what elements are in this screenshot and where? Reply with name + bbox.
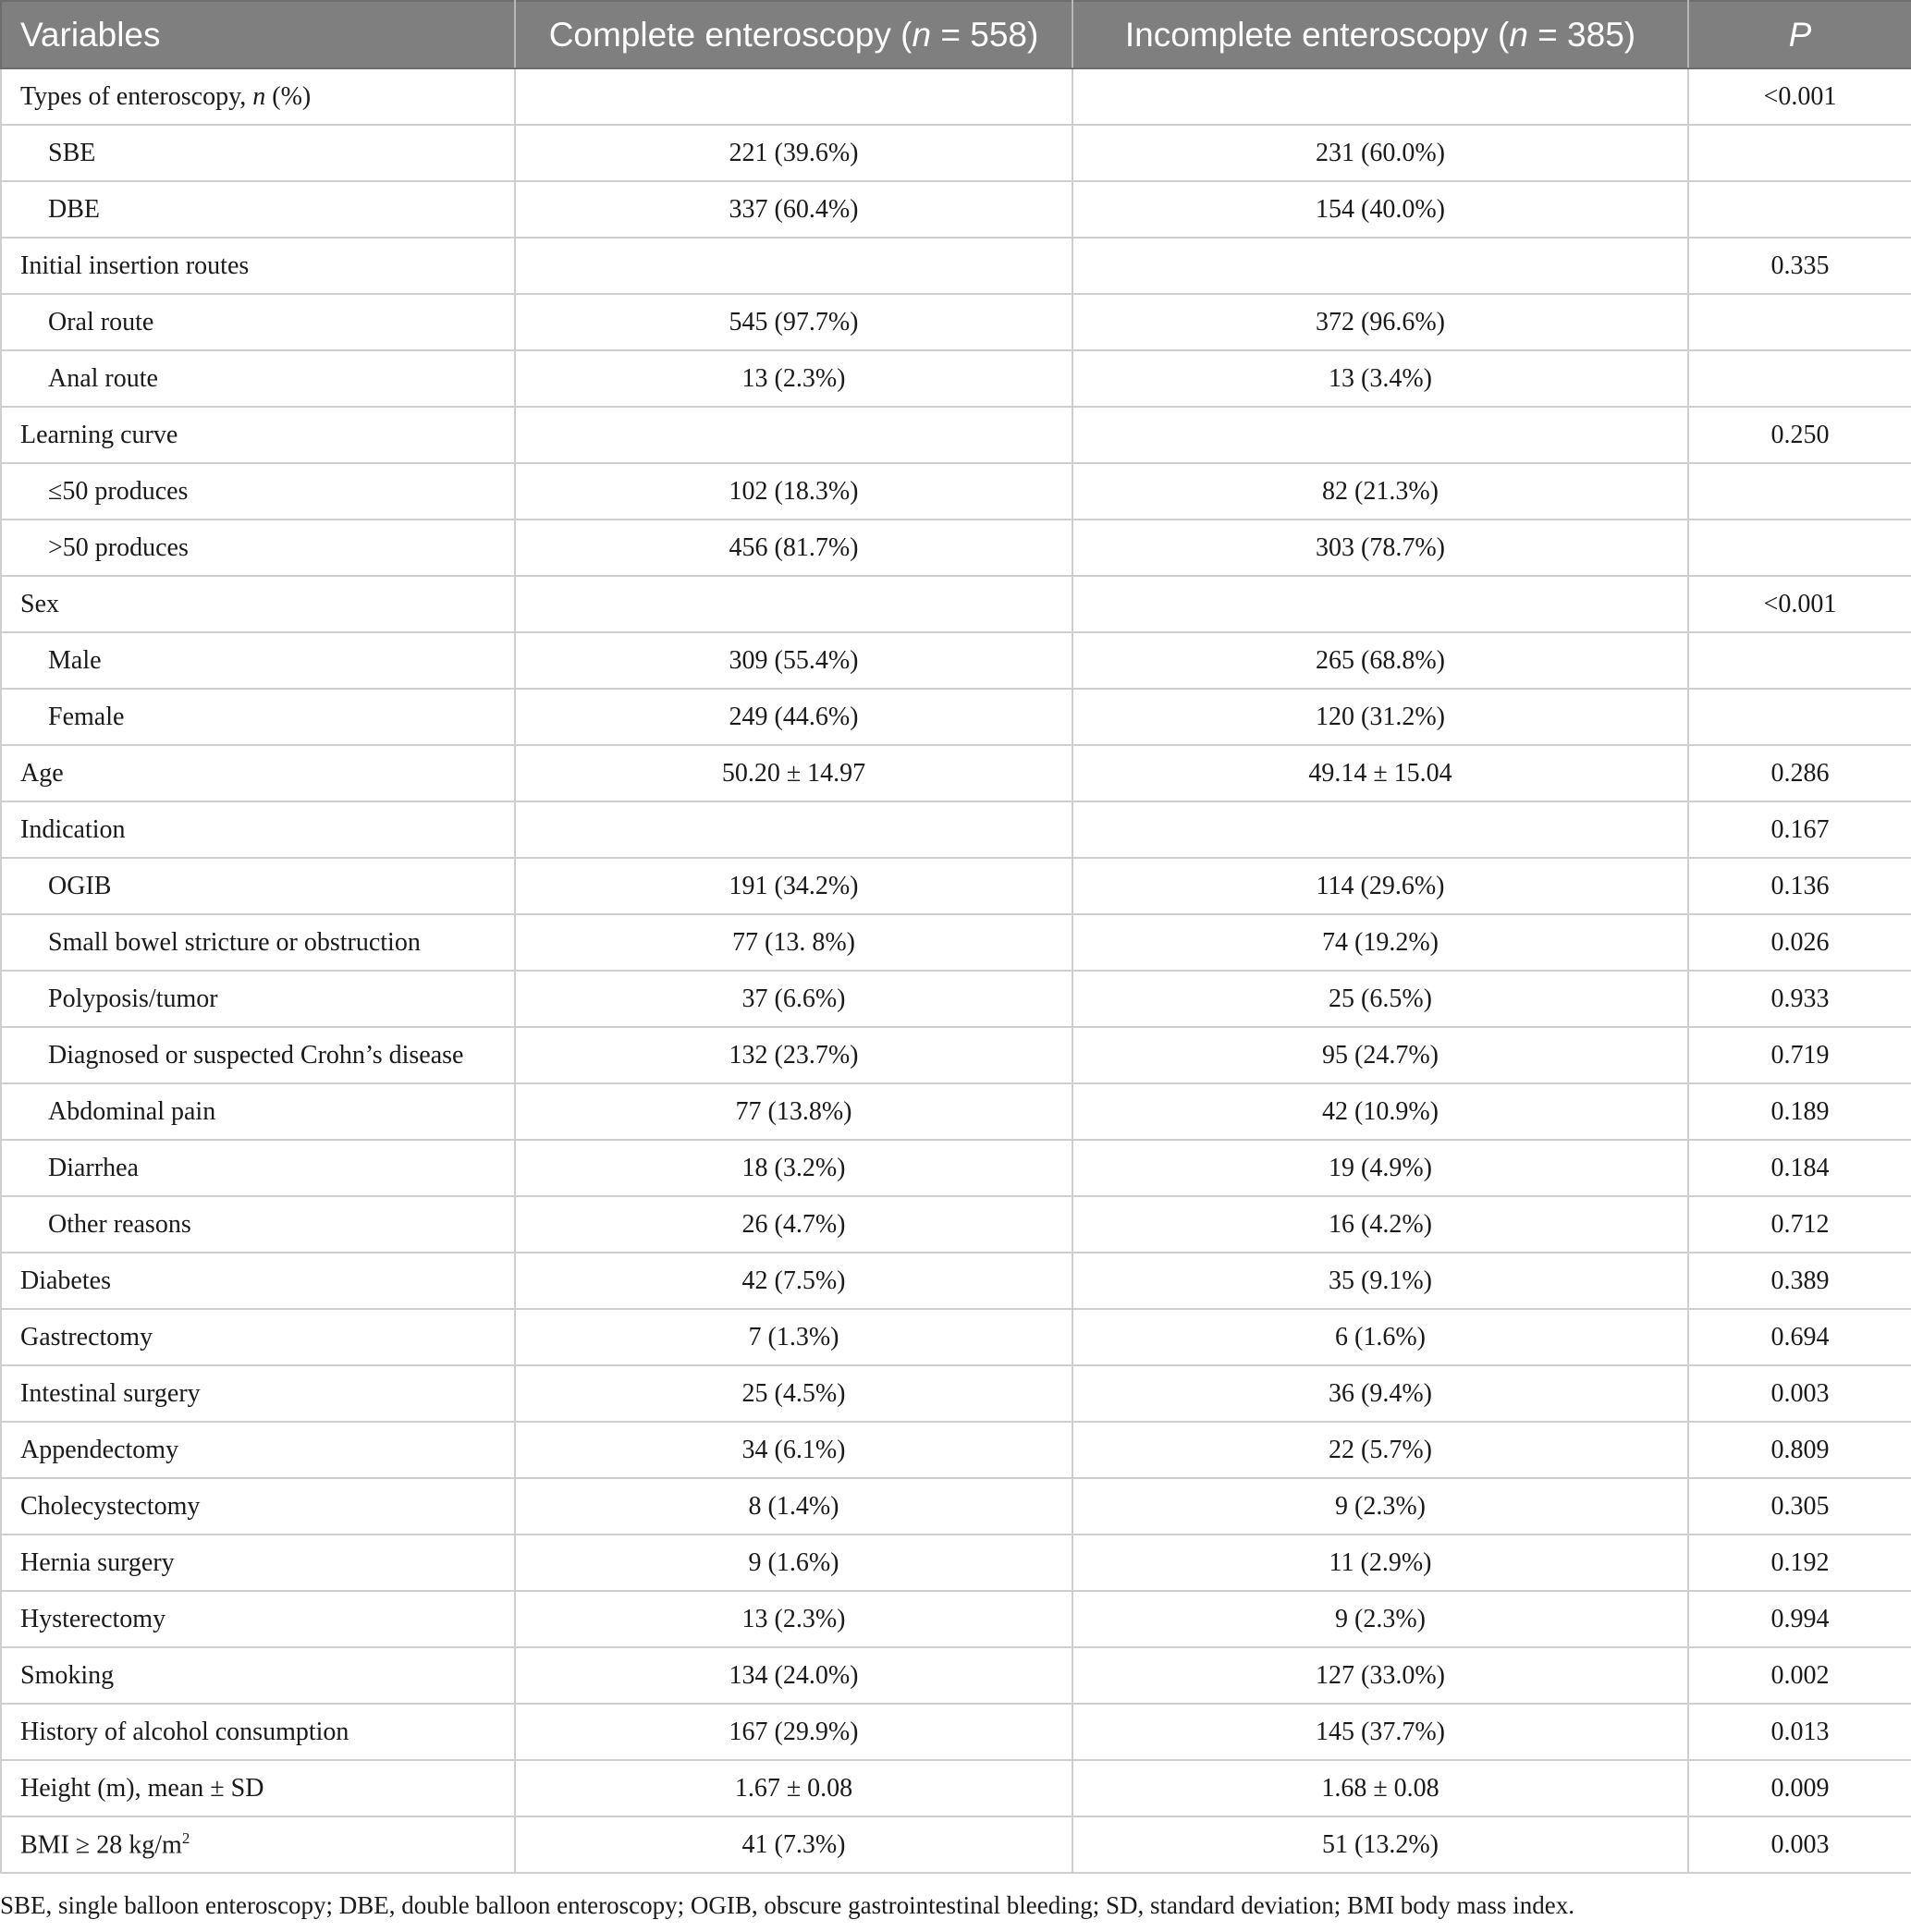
variable-label: Other reasons — [48, 1209, 191, 1239]
header-row — [1, 1, 1911, 68]
cell-variable — [1, 801, 515, 858]
table-row — [1, 238, 1911, 294]
cell-incomplete: 120 (31.2%) — [1072, 689, 1688, 745]
table-row — [1, 1027, 1911, 1083]
cell-variable — [1, 1309, 515, 1365]
cell-complete: 309 (55.4%) — [515, 632, 1072, 689]
cell-p-value: <0.001 — [1688, 68, 1911, 125]
cell-incomplete: 231 (60.0%) — [1072, 125, 1688, 181]
table-row — [1, 181, 1911, 238]
cell-incomplete: 9 (2.3%) — [1072, 1478, 1688, 1535]
cell-incomplete: 19 (4.9%) — [1072, 1140, 1688, 1196]
cell-variable — [1, 1253, 515, 1309]
cell-variable — [1, 1760, 515, 1816]
cell-incomplete — [1072, 576, 1688, 632]
header-incomplete — [1072, 1, 1688, 68]
cell-incomplete: 9 (2.3%) — [1072, 1591, 1688, 1647]
variable-label: Age — [20, 758, 64, 788]
cell-complete: 1.67 ± 0.08 — [515, 1760, 1072, 1816]
cell-variable — [1, 1365, 515, 1422]
cell-complete: 221 (39.6%) — [515, 125, 1072, 181]
cell-complete — [515, 68, 1072, 125]
variable-label: >50 produces — [48, 532, 189, 562]
cell-p-value: 0.809 — [1688, 1422, 1911, 1478]
cell-p-value: 0.719 — [1688, 1027, 1911, 1083]
cell-p-value: 0.189 — [1688, 1083, 1911, 1140]
cell-p-value: 0.250 — [1688, 407, 1911, 463]
cell-incomplete: 127 (33.0%) — [1072, 1647, 1688, 1704]
variable-label: Learning curve — [20, 420, 178, 449]
table-row — [1, 914, 1911, 971]
cell-complete: 9 (1.6%) — [515, 1535, 1072, 1591]
variable-label: Diarrhea — [48, 1153, 139, 1182]
cell-incomplete — [1072, 801, 1688, 858]
cell-variable — [1, 350, 515, 407]
cell-incomplete — [1072, 238, 1688, 294]
cell-complete — [515, 576, 1072, 632]
table-row — [1, 1253, 1911, 1309]
table-row — [1, 576, 1911, 632]
cell-complete: 34 (6.1%) — [515, 1422, 1072, 1478]
header-incomplete-suffix: = 385) — [1527, 15, 1636, 54]
cell-variable — [1, 1647, 515, 1704]
cell-complete: 13 (2.3%) — [515, 350, 1072, 407]
table-row — [1, 1760, 1911, 1816]
variable-label: Height (m), mean ± SD — [20, 1773, 264, 1803]
cell-p-value: <0.001 — [1688, 576, 1911, 632]
cell-incomplete: 51 (13.2%) — [1072, 1816, 1688, 1873]
cell-variable — [1, 1816, 515, 1873]
table-row — [1, 1478, 1911, 1535]
cell-complete: 37 (6.6%) — [515, 971, 1072, 1027]
cell-variable — [1, 1591, 515, 1647]
variable-label: Small bowel stricture or obstruction — [48, 927, 421, 957]
cell-complete: 18 (3.2%) — [515, 1140, 1072, 1196]
variable-label: Male — [48, 645, 102, 675]
cell-complete: 337 (60.4%) — [515, 181, 1072, 238]
table-row — [1, 1647, 1911, 1704]
cell-incomplete: 11 (2.9%) — [1072, 1535, 1688, 1591]
variable-label: Cholecystectomy — [20, 1491, 201, 1521]
table-row — [1, 463, 1911, 520]
table-body — [1, 68, 1911, 1873]
cell-incomplete: 25 (6.5%) — [1072, 971, 1688, 1027]
cell-variable — [1, 576, 515, 632]
cell-incomplete: 49.14 ± 15.04 — [1072, 745, 1688, 801]
cell-p-value — [1688, 520, 1911, 576]
cell-p-value: 0.009 — [1688, 1760, 1911, 1816]
cell-incomplete: 35 (9.1%) — [1072, 1253, 1688, 1309]
table-row — [1, 294, 1911, 350]
cell-variable — [1, 858, 515, 914]
cell-incomplete: 1.68 ± 0.08 — [1072, 1760, 1688, 1816]
cell-incomplete: 74 (19.2%) — [1072, 914, 1688, 971]
table-row — [1, 407, 1911, 463]
cell-p-value: 0.003 — [1688, 1816, 1911, 1873]
cell-incomplete: 265 (68.8%) — [1072, 632, 1688, 689]
table-row — [1, 971, 1911, 1027]
cell-variable — [1, 463, 515, 520]
variable-label: Gastrectomy — [20, 1322, 153, 1351]
cell-variable — [1, 407, 515, 463]
cell-complete: 102 (18.3%) — [515, 463, 1072, 520]
cell-variable — [1, 1422, 515, 1478]
variable-label: Hysterectomy — [20, 1604, 166, 1633]
cell-variable — [1, 632, 515, 689]
cell-variable — [1, 689, 515, 745]
cell-variable — [1, 238, 515, 294]
cell-incomplete: 6 (1.6%) — [1072, 1309, 1688, 1365]
cell-complete: 8 (1.4%) — [515, 1478, 1072, 1535]
variable-label: DBE — [48, 194, 100, 224]
variable-label-superscript: 2 — [181, 1828, 190, 1847]
cell-incomplete: 22 (5.7%) — [1072, 1422, 1688, 1478]
table-row — [1, 632, 1911, 689]
cell-complete: 7 (1.3%) — [515, 1309, 1072, 1365]
cell-complete: 249 (44.6%) — [515, 689, 1072, 745]
cell-complete: 41 (7.3%) — [515, 1816, 1072, 1873]
variable-label-suffix: (%) — [265, 81, 312, 111]
cell-complete: 167 (29.9%) — [515, 1704, 1072, 1760]
table-row — [1, 1422, 1911, 1478]
table-row — [1, 801, 1911, 858]
cell-variable — [1, 181, 515, 238]
cell-variable — [1, 1196, 515, 1253]
cell-complete: 77 (13.8%) — [515, 1083, 1072, 1140]
cell-incomplete: 13 (3.4%) — [1072, 350, 1688, 407]
variable-label: Oral route — [48, 307, 154, 336]
cell-incomplete: 16 (4.2%) — [1072, 1196, 1688, 1253]
header-variables: Variables — [1, 1, 515, 68]
table-row — [1, 1591, 1911, 1647]
table-row — [1, 689, 1911, 745]
cell-p-value — [1688, 463, 1911, 520]
cell-p-value — [1688, 125, 1911, 181]
cell-complete — [515, 801, 1072, 858]
variable-label: Appendectomy — [20, 1435, 179, 1464]
cell-p-value: 0.136 — [1688, 858, 1911, 914]
variable-label: Diabetes — [20, 1266, 111, 1295]
table-row — [1, 1535, 1911, 1591]
variable-label: Intestinal surgery — [20, 1378, 201, 1408]
table-row — [1, 1140, 1911, 1196]
cell-p-value: 0.286 — [1688, 745, 1911, 801]
variable-label: Indication — [20, 814, 126, 844]
cell-complete: 545 (97.7%) — [515, 294, 1072, 350]
table-row — [1, 68, 1911, 125]
cell-p-value: 0.933 — [1688, 971, 1911, 1027]
table-row — [1, 125, 1911, 181]
cell-incomplete: 145 (37.7%) — [1072, 1704, 1688, 1760]
cell-p-value: 0.167 — [1688, 801, 1911, 858]
cell-p-value: 0.694 — [1688, 1309, 1911, 1365]
cell-variable — [1, 971, 515, 1027]
cell-p-value — [1688, 350, 1911, 407]
header-p-label: P — [1788, 15, 1812, 54]
cell-incomplete: 372 (96.6%) — [1072, 294, 1688, 350]
variable-label: History of alcohol consumption — [20, 1717, 349, 1746]
header-p — [1688, 1, 1911, 68]
cell-variable — [1, 1027, 515, 1083]
variable-label: Female — [48, 702, 125, 731]
cell-p-value — [1688, 181, 1911, 238]
header-complete-prefix: Complete enteroscopy ( — [548, 15, 913, 54]
variable-label: Polyposis/tumor — [48, 984, 218, 1013]
variable-label: Types of enteroscopy, — [20, 81, 253, 111]
cell-p-value: 0.712 — [1688, 1196, 1911, 1253]
cell-p-value: 0.335 — [1688, 238, 1911, 294]
cell-p-value: 0.013 — [1688, 1704, 1911, 1760]
variable-label-italic: n — [252, 81, 266, 111]
cell-complete: 191 (34.2%) — [515, 858, 1072, 914]
cell-variable — [1, 1083, 515, 1140]
variable-label: SBE — [48, 138, 96, 167]
cell-p-value: 0.026 — [1688, 914, 1911, 971]
header-incomplete-prefix: Incomplete enteroscopy ( — [1124, 15, 1510, 54]
cell-incomplete: 36 (9.4%) — [1072, 1365, 1688, 1422]
cell-p-value: 0.389 — [1688, 1253, 1911, 1309]
table-footnote: SBE, single balloon enteroscopy; DBE, double balloon enteroscopy; OGIB, obscure gastrointestinal bleeding; SD, standard deviation; BMI body mass index. — [0, 1891, 1574, 1919]
cell-complete: 132 (23.7%) — [515, 1027, 1072, 1083]
cell-variable — [1, 520, 515, 576]
cell-variable — [1, 1140, 515, 1196]
cell-incomplete: 114 (29.6%) — [1072, 858, 1688, 914]
cell-complete — [515, 407, 1072, 463]
table-row — [1, 520, 1911, 576]
cell-incomplete — [1072, 407, 1688, 463]
cell-p-value: 0.184 — [1688, 1140, 1911, 1196]
variable-label: Anal route — [48, 363, 158, 393]
variable-label: Initial insertion routes — [20, 251, 250, 280]
cell-variable — [1, 1535, 515, 1591]
table-row — [1, 1196, 1911, 1253]
cell-incomplete: 303 (78.7%) — [1072, 520, 1688, 576]
cell-complete: 50.20 ± 14.97 — [515, 745, 1072, 801]
cell-variable — [1, 745, 515, 801]
cell-variable — [1, 1704, 515, 1760]
table-row — [1, 350, 1911, 407]
variable-label: Diagnosed or suspected Crohn’s disease — [48, 1040, 464, 1070]
cell-p-value: 0.192 — [1688, 1535, 1911, 1591]
cell-p-value — [1688, 294, 1911, 350]
cell-incomplete: 42 (10.9%) — [1072, 1083, 1688, 1140]
variable-label: BMI ≥ 28 kg/m — [20, 1830, 182, 1860]
cell-variable — [1, 68, 515, 125]
header-incomplete-n: n — [1509, 15, 1528, 54]
cell-p-value: 0.003 — [1688, 1365, 1911, 1422]
cell-p-value — [1688, 632, 1911, 689]
header-complete-n: n — [912, 15, 932, 54]
cell-complete: 13 (2.3%) — [515, 1591, 1072, 1647]
cell-complete: 456 (81.7%) — [515, 520, 1072, 576]
variable-label: Smoking — [20, 1660, 115, 1690]
cell-incomplete: 82 (21.3%) — [1072, 463, 1688, 520]
cell-incomplete: 154 (40.0%) — [1072, 181, 1688, 238]
header-complete-suffix: = 558) — [931, 15, 1039, 54]
cell-variable — [1, 294, 515, 350]
table-row — [1, 1365, 1911, 1422]
cell-variable — [1, 1478, 515, 1535]
cell-complete — [515, 238, 1072, 294]
table-row — [1, 745, 1911, 801]
cell-complete: 42 (7.5%) — [515, 1253, 1072, 1309]
variable-label: OGIB — [48, 871, 112, 900]
cell-p-value: 0.305 — [1688, 1478, 1911, 1535]
table-row — [1, 1083, 1911, 1140]
cell-complete: 77 (13. 8%) — [515, 914, 1072, 971]
cell-incomplete: 95 (24.7%) — [1072, 1027, 1688, 1083]
cell-p-value — [1688, 689, 1911, 745]
table-row — [1, 1309, 1911, 1365]
cell-complete: 26 (4.7%) — [515, 1196, 1072, 1253]
variable-label: Sex — [20, 589, 59, 618]
table-row — [1, 1704, 1911, 1760]
variable-label: Hernia surgery — [20, 1547, 175, 1577]
cell-complete: 25 (4.5%) — [515, 1365, 1072, 1422]
variable-label: ≤50 produces — [48, 476, 189, 506]
cell-variable — [1, 125, 515, 181]
header-complete — [515, 1, 1072, 68]
table-row — [1, 858, 1911, 914]
table-row — [1, 1816, 1911, 1873]
cell-p-value: 0.994 — [1688, 1591, 1911, 1647]
cell-complete: 134 (24.0%) — [515, 1647, 1072, 1704]
cell-variable — [1, 914, 515, 971]
cell-p-value: 0.002 — [1688, 1647, 1911, 1704]
variable-label: Abdominal pain — [48, 1096, 216, 1126]
cell-incomplete — [1072, 68, 1688, 125]
